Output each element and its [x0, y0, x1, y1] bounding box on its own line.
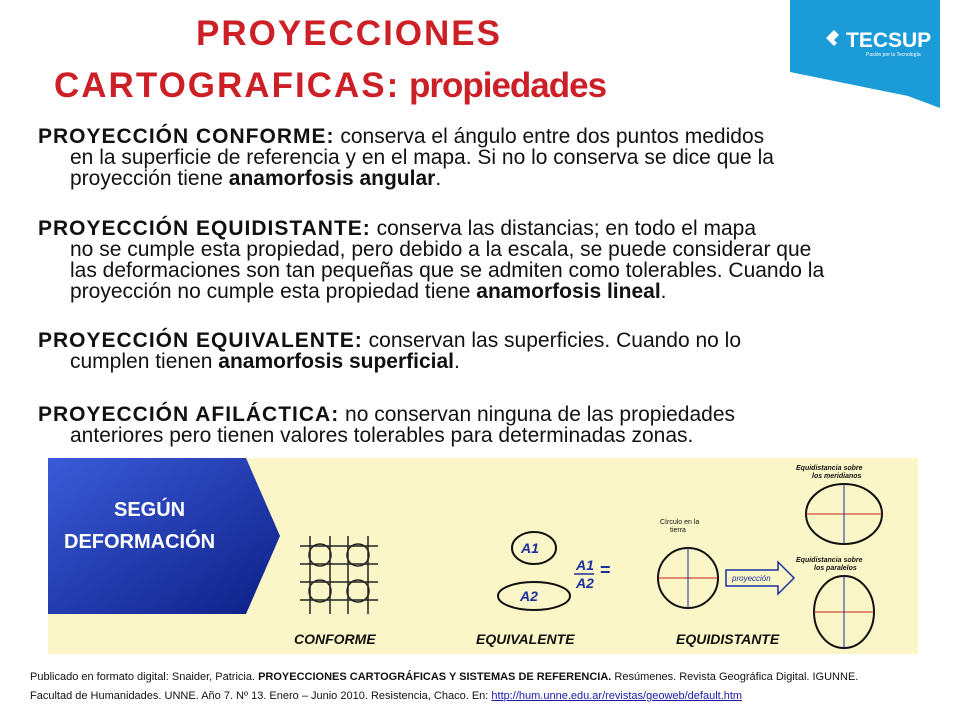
ratio-a2: A2	[576, 575, 594, 591]
equivalente-line-1: conservan las superficies. Cuando no lo	[362, 329, 742, 352]
citation-footer	[30, 668, 950, 706]
equidistante-line-4-pre: proyección no cumple esta propiedad tiene	[70, 280, 477, 303]
a1-label: A1	[521, 540, 539, 556]
equivalente-line-2-bold: anamorfosis superficial	[218, 350, 455, 373]
equivalente-figure	[498, 532, 611, 610]
afilactica-line-1: no conservan ninguna de las propiedades	[339, 403, 736, 426]
citation-line-2	[30, 687, 950, 706]
arrow-text-line-2: DEFORMACIÓN	[64, 531, 216, 553]
conforme-line-3-bold: anamorfosis angular	[228, 167, 436, 190]
heading-conforme: PROYECCIÓN CONFORME:	[38, 125, 335, 148]
equidistante-line-1: conserva las distancias; en todo el mapa	[370, 217, 757, 240]
title-line-1: PROYECCIONES	[196, 14, 502, 53]
heading-equidistante: PROYECCIÓN EQUIDISTANTE:	[38, 217, 371, 240]
ratio-a1: A1	[576, 557, 594, 573]
logo-brand-text: TECSUP	[846, 29, 932, 52]
meridian-label-line-1: Equidistancia sobre	[796, 465, 863, 472]
parallel-label-line-1: Equidistancia sobre	[796, 557, 863, 564]
citation-line-1-pre: Publicado en formato digital: Snaider, Patricia.	[30, 671, 259, 683]
conforme-line-3-post: .	[435, 167, 442, 190]
paragraph-afilactica	[38, 404, 938, 446]
label-equivalente: EQUIVALENTE	[476, 631, 575, 647]
citation-line-1-bold: PROYECCIONES CARTOGRÁFICAS Y SISTEMAS DE REFERENCIA.	[258, 671, 612, 683]
logo-tagline-text: Pasión por la Tecnología	[866, 52, 921, 58]
heading-equivalente: PROYECCIÓN EQUIVALENTE:	[38, 329, 363, 352]
circle-label-line-2: tierra	[670, 527, 686, 534]
paragraph-equivalente	[38, 330, 938, 372]
label-equidistante: EQUIDISTANTE	[676, 631, 780, 647]
title-line-2	[54, 66, 606, 106]
equidistante-line-2: no se cumple esta propiedad, pero debido a la escala, se puede considerar que	[70, 238, 812, 261]
equals-sign: =	[600, 560, 611, 580]
conforme-line-3-pre: proyección tiene	[70, 167, 229, 190]
afilactica-line-2: anteriores pero tienen valores tolerables para determinadas zonas.	[70, 424, 694, 447]
title-line-2-sub: propiedades	[400, 66, 607, 105]
paragraph-equidistante	[38, 218, 938, 302]
conforme-line-2: en la superficie de referencia y en el mapa. Si no lo conserva se dice que la	[70, 146, 774, 169]
conforme-line-1: conserva el ángulo entre dos puntos medidos	[334, 125, 765, 148]
equivalente-line-2-post: .	[454, 350, 460, 373]
deformation-diagram	[48, 458, 918, 654]
conforme-figure	[300, 536, 378, 614]
circle-label-line-1: Círculo en la	[660, 519, 700, 526]
a2-label: A2	[520, 588, 538, 604]
equidistante-figure	[658, 465, 882, 648]
equidistante-line-4-bold: anamorfosis lineal	[476, 280, 661, 303]
equivalente-line-2-pre: cumplen tienen	[70, 350, 219, 373]
segun-deformacion-arrow	[48, 458, 280, 614]
arrow-text-line-1: SEGÚN	[114, 499, 186, 521]
paragraph-conforme	[38, 126, 938, 189]
proyeccion-label: proyección	[732, 574, 771, 583]
equidistante-line-3: las deformaciones son tan pequeñas que se admiten como tolerables. Cuando la	[70, 259, 825, 282]
parallel-label-line-2: los paralelos	[814, 565, 857, 572]
tecsup-logo	[790, 0, 940, 108]
citation-line-2-pre: Facultad de Humanidades. UNNE. Año 7. Nº 13. Enero – Junio 2010. Resistencia, Chaco. En:	[30, 690, 492, 702]
meridian-label-line-2: los meridianos	[812, 473, 862, 480]
heading-afilactica: PROYECCIÓN AFILÁCTICA:	[38, 403, 340, 426]
title-line-2-main: CARTOGRAFICAS:	[54, 66, 401, 105]
citation-link[interactable]: http://hum.unne.edu.ar/revistas/geoweb/default.htm	[491, 690, 743, 702]
citation-line-1	[30, 668, 950, 687]
label-conforme: CONFORME	[294, 631, 376, 647]
citation-line-1-post: Resúmenes. Revista Geográfica Digital. IGUNNE.	[611, 671, 859, 683]
equidistante-line-4-post: .	[660, 280, 667, 303]
